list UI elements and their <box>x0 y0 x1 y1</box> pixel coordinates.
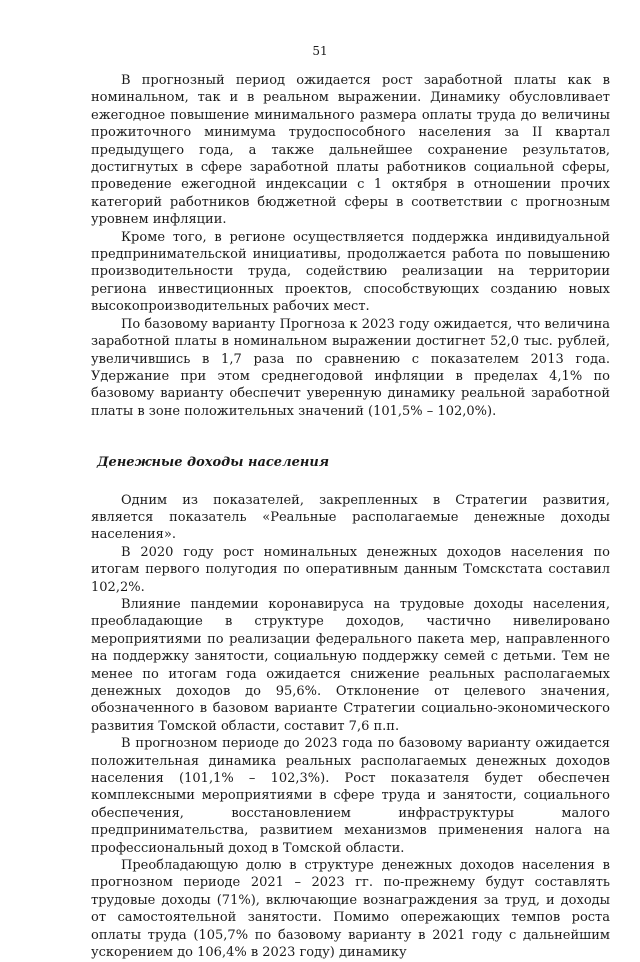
paragraph-strategy-indicator: Одним из показателей, закрепленных в Стратегии развития, является показатель «Реальные располагаемые денежные доходы населения». <box>91 492 610 543</box>
paragraph-income-structure: Преобладающую долю в структуре денежных доходов населения в прогнозном периоде 2021 – 2023 гг. по-прежнему будут составлять трудовые доходы (71%), включающие вознаграждения за труд, и доходы от самостоятельной занятости. Помимо опережающих темпов роста оплаты труда (105,7% по базовому варианту в 2021 году с дальнейшим ускорением до 106,4% в 2023 году) динамику <box>91 858 610 961</box>
page-content <box>91 72 610 962</box>
section-title: Денежные доходы населения <box>97 455 330 471</box>
paragraph-pandemic-impact: Влияние пандемии коронавируса на трудовые доходы населения, преобладающие в структуре доходов, частично нивелировано мероприятиями по реализации федерального пакета мер, направленного на поддержку занятости, социальную поддержку семей с детьми. Тем не менее по итогам года ожидается снижение реальных располагаемых денежных доходов до 95,6%. Отклонение от целевого значения, обозначенного в базовом варианте Стратегии социально-экономического развития Томской области, составит 7,6 п.п. <box>91 596 610 734</box>
paragraph-wage-growth: В прогнозный период ожидается рост заработной платы как в номинальном, так и в реальном выражении. Динамику обусловливает ежегодное повышение минимального размера оплаты труда до величины прожиточного минимума трудоспособного населения за II квартал предыдущего года, а также дальнейшее сохранение результатов, достигнутых в сфере заработной платы работников социальной сферы, проведение ежегодной индексации с 1 октября в отношении прочих категорий работников бюджетной сферы в соответствии с прогнозным уровнем инфляции. <box>91 73 610 228</box>
paragraph-nominal-income-2020: В 2020 году рост номинальных денежных доходов населения по итогам первого полугодия по оперативным данным Томскстата составил 102,2%. <box>91 544 610 595</box>
paragraph-wage-forecast: По базовому варианту Прогноза к 2023 году ожидается, что величина заработной платы в номинальном выражении достигнет 52,0 тыс. рублей, увеличившись в 1,7 раза по сравнению с показателем 2013 года. Удержание при этом среднегодовой инфляции в пределах 4,1% по базовому варианту обеспечит уверенную динамику реальной заработной платы в зоне положительных значений (101,5% – 102,0%). <box>91 316 610 419</box>
page-number: 51 <box>312 44 328 58</box>
paragraph-income-forecast: В прогнозном периоде до 2023 года по базовому варианту ожидается положительная динамика реальных располагаемых денежных доходов населения (101,1% – 102,3%). Рост показателя будет обеспечен комплексными мероприятиями в сфере труда и занятости, социального обеспечения, восстановлением инфраструктуры малого предпринимательства, развитием механизмов применения налога на профессиональный доход в Томской области. <box>91 736 610 856</box>
paragraph-entrepreneurship-support: Кроме того, в регионе осуществляется поддержка индивидуальной предпринимательской инициативы, продолжается работа по повышению производительности труда, содействию реализации на территории региона инвестиционных проектов, способствующих созданию новых высокопроизводительных рабочих мест. <box>91 229 610 315</box>
